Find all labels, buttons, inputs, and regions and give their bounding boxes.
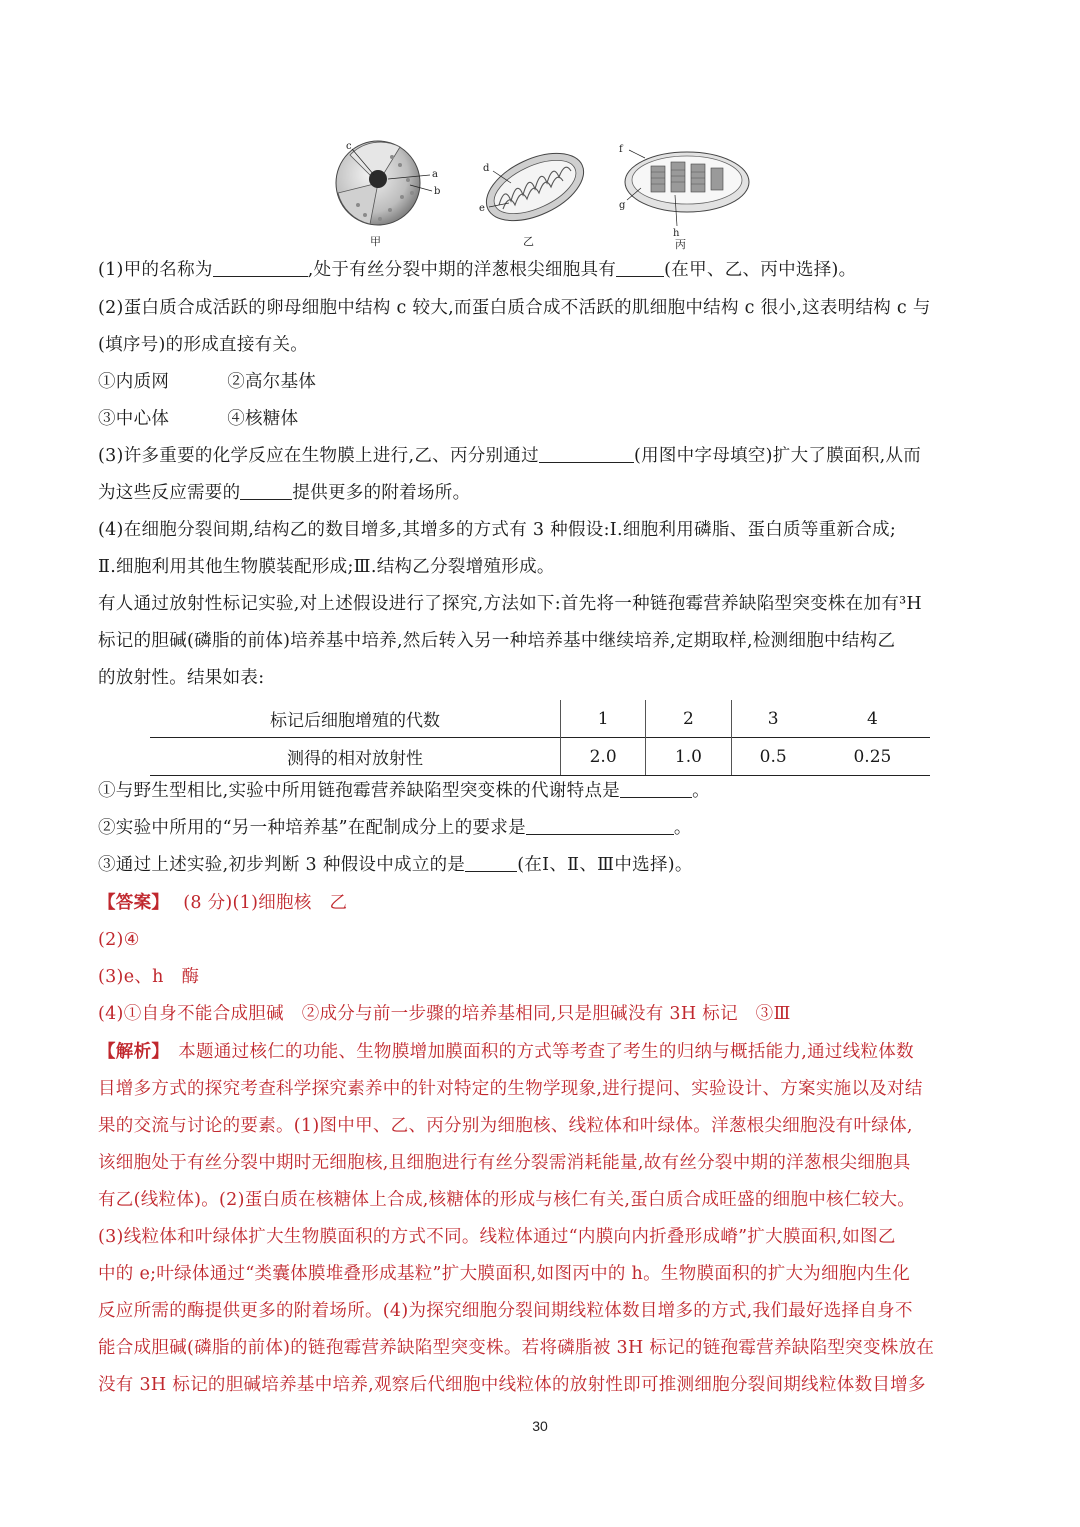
table-cell: 4	[867, 708, 878, 729]
q3-text-c: 为这些反应需要的	[98, 483, 241, 503]
sub2-blank	[526, 816, 674, 835]
option-2: ②高尔基体	[227, 372, 317, 392]
table-cell: 3	[731, 700, 815, 738]
analysis-line-7: 中的 e;叶绿体通过“类囊体膜堆叠形成基粒”扩大膜面积,如图丙中的 h。生物膜面积的扩大为细胞内生化	[98, 1264, 911, 1284]
nucleus-label-a: a	[432, 169, 438, 180]
analysis-line-9: 能合成胆碱(磷脂的前体)的链孢霉营养缺陷型突变株。若将磷脂被 3H 标记的链孢霉营养缺陷型突变株放在	[98, 1338, 935, 1358]
sub3-text-a: ③通过上述实验,初步判断 3 种假设中成立的是	[98, 855, 466, 875]
option-1: ①内质网	[98, 372, 170, 392]
question-3-line2	[98, 481, 470, 505]
figure-nucleus	[330, 135, 460, 250]
table-cell: 0.25	[815, 738, 930, 776]
organelle-figures	[320, 135, 770, 250]
table-row-generation	[150, 700, 930, 738]
q3-text-a: (3)许多重要的化学反应在生物膜上进行,乙、丙分别通过	[98, 446, 539, 466]
table-cell-label: 标记后细胞增殖的代数	[270, 711, 440, 731]
question-2-line1: (2)蛋白质合成活跃的卵母细胞中结构 c 较大,而蛋白质合成不活跃的肌细胞中结构 c 很小,这表明结构 c 与	[98, 298, 931, 318]
question-4-line1: (4)在细胞分裂间期,结构乙的数目增多,其增多的方式有 3 种假设:Ⅰ.细胞利用磷脂、蛋白质等重新合成;	[98, 520, 897, 540]
answer-text-1: (8 分)(1)细胞核 乙	[183, 893, 348, 913]
sub-question-1	[98, 779, 710, 803]
q1-text-b: ,处于有丝分裂中期的洋葱根尖细胞具有	[307, 260, 617, 280]
analysis-line-1	[98, 1040, 914, 1064]
nucleus-illustration	[330, 135, 460, 250]
nucleus-label-b: b	[434, 186, 441, 197]
chloroplast-illustration	[615, 140, 755, 250]
chloro-label-f: f	[619, 144, 623, 155]
sub1-text-b: 。	[692, 781, 710, 801]
q1-blank-2	[616, 258, 664, 277]
question-1	[98, 258, 856, 282]
question-4-line4: 标记的胆碱(磷脂的前体)培养基中培养,然后转入另一种培养基中继续培养,定期取样,检测细胞中结构乙	[98, 631, 896, 651]
answer-line-3: (3)e、h 酶	[98, 967, 200, 987]
q1-text-a: (1)甲的名称为	[98, 260, 213, 280]
q3-text-d: 提供更多的附着场所。	[292, 483, 471, 503]
q1-blank-1	[213, 258, 308, 277]
options-row-1	[98, 370, 316, 394]
radioactivity-table	[150, 700, 930, 776]
sub3-text-b: (在Ⅰ、Ⅱ、Ⅲ中选择)。	[517, 855, 693, 875]
figure-mitochondrion	[475, 145, 595, 250]
analysis-line-6: (3)线粒体和叶绿体扩大生物膜面积的方式不同。线粒体通过“内膜向内折叠形成嵴”扩大膜面积,如图乙	[98, 1227, 896, 1247]
options-row-2	[98, 407, 298, 431]
question-4-line3: 有人通过放射性标记实验,对上述假设进行了探究,方法如下:首先将一种链孢霉营养缺陷型突变株在加有³H	[98, 594, 922, 614]
table-cell: 2.0	[561, 738, 646, 776]
sub-question-2	[98, 816, 692, 840]
q3-blank-1	[539, 444, 634, 463]
q3-text-b: (用图中字母填空)扩大了膜面积,从而	[633, 446, 922, 466]
mito-label-d: d	[483, 163, 490, 174]
option-4: ④核糖体	[227, 409, 299, 429]
analysis-line-10: 没有 3H 标记的胆碱培养基中培养,观察后代细胞中线粒体的放射性即可推测细胞分裂间期线粒体数目增多	[98, 1375, 926, 1395]
q1-text-c: (在甲、乙、丙中选择)。	[664, 260, 857, 280]
page-number: 30	[532, 1418, 548, 1434]
question-2-line2: (填序号)的形成直接有关。	[98, 335, 309, 355]
table-row-radioactivity	[150, 738, 930, 776]
question-4-line5: 的放射性。结果如表:	[98, 668, 265, 688]
question-4-line2: Ⅱ.细胞利用其他生物膜装配形成;Ⅲ.结构乙分裂增殖形成。	[98, 557, 555, 577]
sub-question-3	[98, 853, 693, 877]
table-cell: 0.5	[731, 738, 815, 776]
figure-chloroplast	[615, 140, 755, 250]
nucleus-label-c: c	[346, 141, 352, 152]
chloro-label-h: h	[673, 228, 680, 239]
sub2-text-a: ②实验中所用的“另一种培养基”在配制成分上的要求是	[98, 818, 526, 838]
sub1-blank	[620, 779, 692, 798]
sub3-blank	[465, 853, 517, 872]
q3-blank-2	[240, 481, 292, 500]
table-cell-label: 测得的相对放射性	[150, 738, 561, 776]
table-cell: 1.0	[646, 738, 731, 776]
analysis-tag: 【解析】	[98, 1042, 161, 1062]
analysis-line-2: 目增多方式的探究考查科学探究素养中的针对特定的生物学现象,进行提问、实验设计、方案实施以及对结	[98, 1079, 923, 1099]
analysis-text-1: 本题通过核仁的功能、生物膜增加膜面积的方式等考查了考生的归纳与概括能力,通过线粒体数	[160, 1042, 914, 1062]
caption-bing: 丙	[675, 238, 686, 250]
analysis-line-8: 反应所需的酶提供更多的附着场所。(4)为探究细胞分裂间期线粒体数目增多的方式,我们最好选择自身不	[98, 1301, 913, 1321]
answer-tag: 【答案】	[98, 893, 170, 913]
question-3-line1	[98, 444, 921, 468]
answer-line-4: (4)①自身不能合成胆碱 ②成分与前一步骤的培养基相同,只是胆碱没有 3H 标记 ③Ⅲ	[98, 1004, 791, 1024]
chloro-label-g: g	[619, 200, 626, 211]
caption-yi: 乙	[523, 235, 534, 248]
sub1-text-a: ①与野生型相比,实验中所用链孢霉营养缺陷型突变株的代谢特点是	[98, 781, 621, 801]
mito-label-e: e	[479, 203, 485, 214]
caption-jia: 甲	[370, 235, 381, 248]
answer-line-1	[98, 891, 347, 915]
answer-line-2: (2)④	[98, 930, 140, 950]
analysis-line-3: 果的交流与讨论的要素。(1)图中甲、乙、丙分别为细胞核、线粒体和叶绿体。洋葱根尖细胞没有叶绿体,	[98, 1116, 913, 1136]
analysis-line-4: 该细胞处于有丝分裂中期时无细胞核,且细胞进行有丝分裂需消耗能量,故有丝分裂中期的洋葱根尖细胞具	[98, 1153, 911, 1173]
mitochondrion-illustration	[475, 145, 595, 250]
table-cell: 1	[561, 700, 646, 738]
analysis-line-5: 有乙(线粒体)。(2)蛋白质在核糖体上合成,核糖体的形成与核仁有关,蛋白质合成旺盛的细胞中核仁较大。	[98, 1190, 916, 1210]
option-3: ③中心体	[98, 409, 170, 429]
sub2-text-b: 。	[673, 818, 692, 838]
table-cell: 2	[646, 700, 731, 738]
